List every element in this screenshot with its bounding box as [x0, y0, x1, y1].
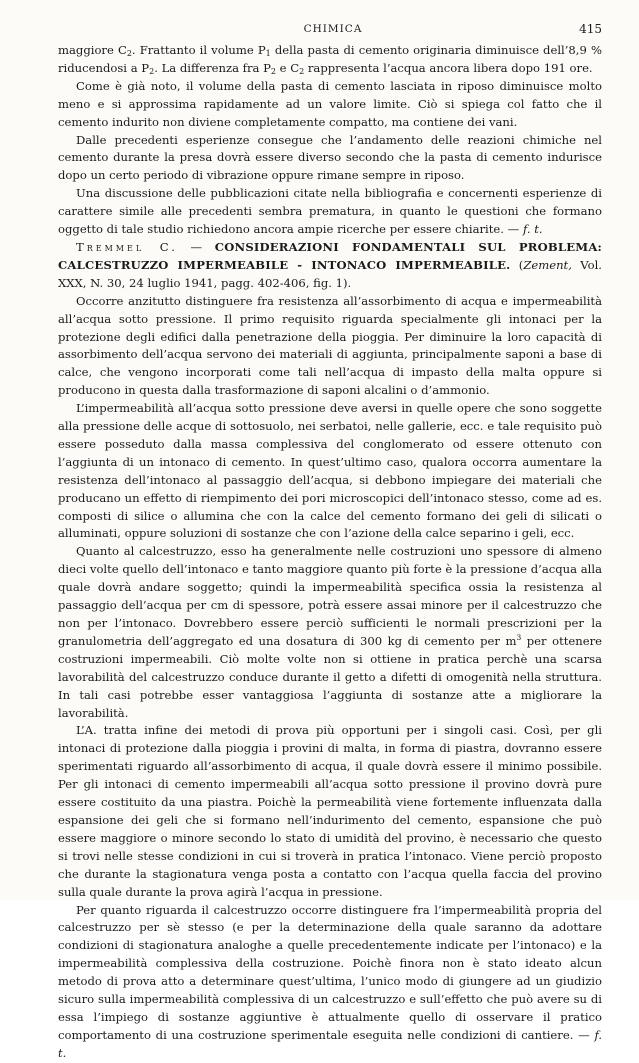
paragraph-continuation: maggiore $C_2$. Frattanto il volume $P_1$ della pasta di cemento originaria diminuisce dell’8,9 % riducendosi a $P_2$. La differenza fra $P_2$ e $C_2$ rappresenta l’acqua ancora libera dopo 191 ore.: [58, 43, 602, 76]
journal-name: Zement,: [523, 257, 572, 272]
paragraph: L’A. tratta infine dei metodi di prova più opportuni per i singoli casi. Così, per gli intonaci di protezione dalla pioggia i provini di malta, in forma di piastra, dovranno essere sperimentati riguardo all’assorbimento di acqua, il quale dovrà essere il minimo possibile. Per gli intonaci di cemento impermeabili all’acqua sotto pressione il provino dovrà pure essere costituito da una piastra. Poichè la permeabilità viene fortemente influenzata dalla espansione dei geli che si formano nell’indurimento del cemento, espansione che può essere maggiore o minore secondo lo stato di umidità del provino, è necessario che questo si trovi nelle stesse condizioni in cui si troverà in pratica l’intonaco. Viene perciò proposto che durante la stagionatura venga posta a contatto con l’acqua quella faccia del provino sulla quale durante la prova agirà l’acqua in pressione.: [58, 723, 602, 899]
citation: Vol. XXX, N. 30, 24 luglio 1941, pagg. 402-406, fig. 1).: [58, 257, 602, 290]
paragraph: L’impermeabilità all’acqua sotto pressione deve aversi in quelle opere che sono soggette alla pressione delle acque di sottosuolo, nei serbatoi, nelle gallerie, ecc. e tale requisito può essere posseduto dalla massa complessiva del conglomerato od essere ottenuto con l’aggiunta di un intonaco di cemento. In quest’ultimo caso, qualora occorra aumentare la resistenza dell’intonaco al passaggio dell’acqua, si debbono impiegare dei materiali che producano un effetto di riempimento dei pori microscopici dell’intonaco stesso, come ad es. composti di silice o allumina che con la calce del cemento formano dei geli di silicati o alluminati, oppure soluzioni di sostanze che con l’azione della calce separino i geli, ecc.: [58, 401, 602, 541]
running-head: [64, 22, 602, 38]
signature-initials: f. t.: [58, 1027, 603, 1060]
article-title: CONSIDERAZIONI FONDAMENTALI SUL PROBLEMA: CALCESTRUZZO IMPERMEABILE - INTONACO IMPERMEABILE.: [58, 239, 602, 272]
article-heading: Tremmel C. — CONSIDERAZIONI FONDAMENTALI SUL PROBLEMA: CALCESTRUZZO IMPERMEABILE - INTONACO IMPERMEABILE. (Zement, Vol. XXX, N. 30, 24 luglio 1941, pagg. 402-406, fig. 1).: [58, 239, 602, 290]
paragraph: Occorre anzitutto distinguere fra resistenza all’assorbimento di acqua e impermeabilità all’acqua sotto pressione. Il primo requisito riguarda specialmente gli intonaci per la protezione degli edifici dalla penetrazione della pioggia. Per diminuire la loro capacità di assorbimento dell’acqua servono dei materiali di aggiunta, principalmente saponi a base di calce, che vengono incorporati come tali nell’acqua di impasto della malta oppure si producono in questa dalla trasformazione di saponi alcalini o d’ammonio.: [58, 293, 602, 398]
signature-initials: f. t.: [522, 222, 543, 237]
article-author: Tremmel C.: [76, 239, 178, 254]
paragraph: Quanto al calcestruzzo, esso ha generalmente nelle costruzioni uno spessore di almeno dieci volte quello dell’intonaco e tanto maggiore quanto più forte è la pressione d’acqua alla quale dovrà andare soggetto; quindi la impermeabilità specifica ossia la resistenza al passaggio dell’acqua per cm di spessore, potrà essere assai minore per il calcestruzzo che non per l’intonaco. Dovrebbero essere perciò sufficienti le normali prescrizioni per la granulometria dell’aggregato ed una dosatura di 300 kg di cemento per $m^3$ per ottenere costruzioni impermeabili. Ciò molte volte non si ottiene in pratica perchè una scarsa lavorabilità del calcestruzzo conduce durante il getto a difetti di omogenità nella struttura. In tali casi potrebbe esser vantaggiosa l’aggiunta di sostanze atte a migliorare la lavorabilità.: [58, 544, 602, 720]
paragraph: Per quanto riguarda il calcestruzzo occorre distinguere fra l’impermeabilità propria del calcestruzzo per sè stesso (e per la determinazione della quale saranno da adottare condizioni di stagionatura analoghe a quelle precedentemente indicate per l’intonaco) e la impermeabilità complessiva della costruzione. Poichè finora non è stato ideato alcun metodo di prova atto a determinare quest’ultima, l’unico modo di giungere ad un giudizio sicuro sulla impermeabilità complessiva di un calcestruzzo e sull’effetto che può avere su di essa l’impiego di sostanze aggiuntive è attualmente quello di osservare il pratico comportamento di una costruzione sperimentale eseguita nelle condizioni di cantiere. — f. t.: [58, 902, 603, 1060]
body-text: [58, 42, 602, 1063]
page-number: 415: [579, 22, 602, 36]
paragraph: Dalle precedenti esperienze consegue che l’andamento delle reazioni chimiche nel cemento durante la presa dovrà essere diverso secondo che la pasta di cemento indurisce dopo un certo periodo di vibrazione oppure rimane sempre in riposo.: [58, 132, 602, 183]
paragraph: Come è già noto, il volume della pasta di cemento lasciata in riposo diminuisce molto meno e si approssima rapidamente ad un valore limite. Ciò si spiega col fatto che il cemento indurito non diviene completamente compatto, ma contiene dei vani.: [58, 78, 602, 129]
paragraph: Una discussione delle pubblicazioni citate nella bibliografia e concernenti esperienze di carattere simile alle precedenti sembra prematura, in quanto le questioni che formano oggetto di tale studio richiedono ancora ampie ricerche per essere chiarite. — f. t.: [58, 186, 602, 237]
running-title: CHIMICA: [303, 23, 363, 35]
